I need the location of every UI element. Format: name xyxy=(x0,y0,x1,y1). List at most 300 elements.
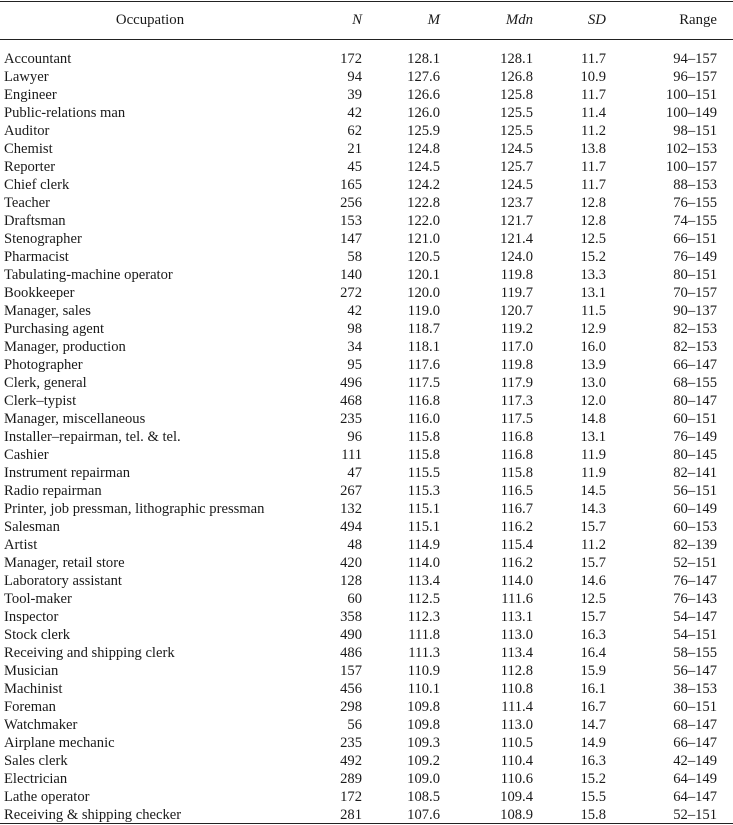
cell-sd: 13.1 xyxy=(580,429,606,445)
cell-n: 494 xyxy=(340,519,362,535)
cell-range: 82–139 xyxy=(673,537,717,553)
cell-sd: 15.5 xyxy=(580,789,606,805)
cell-n: 496 xyxy=(340,375,362,391)
cell-sd: 16.3 xyxy=(580,753,606,769)
table-row xyxy=(4,734,729,752)
cell-sd: 15.8 xyxy=(580,807,606,823)
table-body xyxy=(4,42,729,824)
table-row xyxy=(4,428,729,446)
cell-median: 119.8 xyxy=(500,357,533,373)
table-row xyxy=(4,752,729,770)
cell-mean: 114.9 xyxy=(407,537,440,553)
cell-occupation: Stenographer xyxy=(4,231,82,247)
cell-range: 76–155 xyxy=(673,195,717,211)
table-row xyxy=(4,338,729,356)
table-row xyxy=(4,626,729,644)
cell-median: 116.7 xyxy=(500,501,533,517)
table-row xyxy=(4,42,729,68)
cell-median: 116.8 xyxy=(500,447,533,463)
cell-mean: 115.8 xyxy=(407,447,440,463)
cell-occupation: Machinist xyxy=(4,681,63,697)
table-row xyxy=(4,122,729,140)
cell-sd: 14.3 xyxy=(580,501,606,517)
cell-range: 82–141 xyxy=(673,465,717,481)
cell-range: 80–145 xyxy=(673,447,717,463)
cell-sd: 11.2 xyxy=(581,123,606,139)
cell-mean: 109.3 xyxy=(407,735,440,751)
cell-occupation: Pharmacist xyxy=(4,249,69,265)
cell-occupation: Clerk–typist xyxy=(4,393,77,409)
cell-mean: 110.9 xyxy=(407,663,440,679)
cell-mean: 115.5 xyxy=(407,465,440,481)
cell-range: 64–147 xyxy=(673,789,717,805)
header-range: Range xyxy=(679,11,717,28)
table-row xyxy=(4,374,729,392)
cell-n: 147 xyxy=(340,231,362,247)
table-row xyxy=(4,68,729,86)
cell-range: 76–149 xyxy=(673,249,717,265)
header-n: N xyxy=(352,11,362,28)
cell-n: 60 xyxy=(347,591,362,607)
cell-mean: 112.5 xyxy=(407,591,440,607)
cell-n: 96 xyxy=(347,429,362,445)
cell-sd: 15.7 xyxy=(580,519,606,535)
cell-mean: 118.7 xyxy=(407,321,440,337)
cell-mean: 113.4 xyxy=(407,573,440,589)
table-row xyxy=(4,266,729,284)
cell-mean: 126.6 xyxy=(407,87,440,103)
cell-range: 52–151 xyxy=(673,555,717,571)
cell-range: 54–147 xyxy=(673,609,717,625)
cell-sd: 12.5 xyxy=(580,591,606,607)
cell-sd: 15.7 xyxy=(580,555,606,571)
table-row xyxy=(4,140,729,158)
table-row xyxy=(4,590,729,608)
cell-mean: 120.1 xyxy=(407,267,440,283)
cell-mean: 109.2 xyxy=(407,753,440,769)
cell-sd: 13.0 xyxy=(580,375,606,391)
cell-range: 66–151 xyxy=(673,231,717,247)
cell-range: 60–151 xyxy=(673,411,717,427)
cell-n: 235 xyxy=(340,735,362,751)
table-row xyxy=(4,248,729,266)
cell-mean: 122.0 xyxy=(407,213,440,229)
table-row xyxy=(4,176,729,194)
cell-sd: 13.9 xyxy=(580,357,606,373)
cell-median: 112.8 xyxy=(500,663,533,679)
cell-n: 165 xyxy=(340,177,362,193)
cell-occupation: Artist xyxy=(4,537,38,553)
cell-n: 21 xyxy=(347,141,362,157)
cell-occupation: Sales clerk xyxy=(4,753,68,769)
cell-median: 110.6 xyxy=(500,771,533,787)
cell-sd: 12.8 xyxy=(580,195,606,211)
cell-range: 56–151 xyxy=(673,483,717,499)
cell-sd: 12.9 xyxy=(580,321,606,337)
cell-n: 45 xyxy=(347,159,362,175)
cell-occupation: Purchasing agent xyxy=(4,321,105,337)
cell-range: 88–153 xyxy=(673,177,717,193)
cell-sd: 14.7 xyxy=(580,717,606,733)
cell-median: 116.2 xyxy=(500,555,533,571)
cell-n: 172 xyxy=(340,51,362,67)
cell-n: 289 xyxy=(340,771,362,787)
cell-n: 111 xyxy=(341,447,362,463)
cell-mean: 126.0 xyxy=(407,105,440,121)
cell-range: 42–149 xyxy=(673,753,717,769)
cell-mean: 115.8 xyxy=(407,429,440,445)
table-row xyxy=(4,194,729,212)
cell-sd: 16.1 xyxy=(580,681,606,697)
table-row xyxy=(4,356,729,374)
cell-median: 119.8 xyxy=(500,267,533,283)
cell-range: 82–153 xyxy=(673,321,717,337)
table-row xyxy=(4,230,729,248)
cell-sd: 11.9 xyxy=(581,465,606,481)
cell-sd: 11.9 xyxy=(581,447,606,463)
cell-sd: 16.3 xyxy=(580,627,606,643)
cell-mean: 111.3 xyxy=(408,645,440,661)
cell-occupation: Clerk, general xyxy=(4,375,87,391)
table-row xyxy=(4,410,729,428)
cell-occupation: Reporter xyxy=(4,159,56,175)
cell-occupation: Receiving and shipping clerk xyxy=(4,645,175,661)
table-row xyxy=(4,104,729,122)
cell-occupation: Foreman xyxy=(4,699,56,715)
cell-range: 76–143 xyxy=(673,591,717,607)
cell-mean: 120.0 xyxy=(407,285,440,301)
cell-median: 117.9 xyxy=(500,375,533,391)
table-row xyxy=(4,212,729,230)
cell-mean: 112.3 xyxy=(407,609,440,625)
cell-mean: 115.1 xyxy=(407,501,440,517)
cell-range: 74–155 xyxy=(673,213,717,229)
cell-occupation: Inspector xyxy=(4,609,59,625)
cell-occupation: Stock clerk xyxy=(4,627,71,643)
cell-range: 80–147 xyxy=(673,393,717,409)
cell-median: 109.4 xyxy=(500,789,533,805)
cell-n: 98 xyxy=(347,321,362,337)
header-occupation: Occupation xyxy=(115,11,185,28)
cell-sd: 15.9 xyxy=(580,663,606,679)
cell-n: 42 xyxy=(347,303,362,319)
cell-mean: 116.0 xyxy=(407,411,440,427)
cell-occupation: Tabulating-machine operator xyxy=(4,267,173,283)
cell-sd: 12.8 xyxy=(580,213,606,229)
cell-occupation: Bookkeeper xyxy=(4,285,75,301)
cell-mean: 110.1 xyxy=(407,681,440,697)
cell-range: 68–147 xyxy=(673,717,717,733)
cell-range: 58–155 xyxy=(673,645,717,661)
cell-median: 119.7 xyxy=(500,285,533,301)
cell-sd: 16.0 xyxy=(580,339,606,355)
cell-median: 116.5 xyxy=(500,483,533,499)
cell-n: 132 xyxy=(340,501,362,517)
cell-median: 125.7 xyxy=(500,159,533,175)
table-row xyxy=(4,788,729,806)
cell-occupation: Receiving & shipping checker xyxy=(4,807,182,823)
cell-n: 48 xyxy=(347,537,362,553)
cell-range: 82–153 xyxy=(673,339,717,355)
cell-mean: 125.9 xyxy=(407,123,440,139)
cell-n: 456 xyxy=(340,681,362,697)
cell-n: 157 xyxy=(340,663,362,679)
table-row xyxy=(4,608,729,626)
cell-occupation: Chief clerk xyxy=(4,177,70,193)
cell-n: 420 xyxy=(340,555,362,571)
cell-n: 34 xyxy=(347,339,362,355)
cell-n: 490 xyxy=(340,627,362,643)
cell-occupation: Laboratory assistant xyxy=(4,573,122,589)
cell-median: 111.4 xyxy=(501,699,533,715)
cell-mean: 120.5 xyxy=(407,249,440,265)
cell-n: 358 xyxy=(340,609,362,625)
header-median: Mdn xyxy=(505,11,533,28)
cell-occupation: Radio repairman xyxy=(4,483,102,499)
cell-n: 62 xyxy=(347,123,362,139)
cell-range: 90–137 xyxy=(673,303,717,319)
cell-median: 117.0 xyxy=(500,339,533,355)
cell-range: 60–151 xyxy=(673,699,717,715)
cell-sd: 11.7 xyxy=(581,51,606,67)
cell-mean: 117.5 xyxy=(407,375,440,391)
cell-n: 42 xyxy=(347,105,362,121)
cell-mean: 108.5 xyxy=(407,789,440,805)
table-row xyxy=(4,320,729,338)
table-row xyxy=(4,536,729,554)
cell-occupation: Musician xyxy=(4,663,59,679)
cell-median: 125.5 xyxy=(500,123,533,139)
cell-occupation: Chemist xyxy=(4,141,53,157)
table-row xyxy=(4,680,729,698)
cell-sd: 11.7 xyxy=(581,177,606,193)
cell-n: 468 xyxy=(340,393,362,409)
cell-mean: 109.8 xyxy=(407,699,440,715)
cell-occupation: Tool-maker xyxy=(4,591,72,607)
cell-range: 64–149 xyxy=(673,771,717,787)
cell-n: 256 xyxy=(340,195,362,211)
cell-n: 281 xyxy=(340,807,362,823)
cell-range: 94–157 xyxy=(673,51,717,67)
cell-sd: 13.1 xyxy=(580,285,606,301)
cell-n: 272 xyxy=(340,285,362,301)
table-row xyxy=(4,662,729,680)
cell-range: 76–149 xyxy=(673,429,717,445)
cell-median: 113.0 xyxy=(500,717,533,733)
table-row xyxy=(4,554,729,572)
table-row xyxy=(4,464,729,482)
cell-sd: 11.7 xyxy=(581,159,606,175)
cell-sd: 16.7 xyxy=(580,699,606,715)
cell-sd: 13.8 xyxy=(580,141,606,157)
table-row xyxy=(4,158,729,176)
cell-n: 298 xyxy=(340,699,362,715)
table-header xyxy=(4,0,729,42)
cell-mean: 121.0 xyxy=(407,231,440,247)
cell-median: 124.5 xyxy=(500,141,533,157)
cell-mean: 122.8 xyxy=(407,195,440,211)
cell-occupation: Engineer xyxy=(4,87,57,103)
cell-mean: 115.3 xyxy=(407,483,440,499)
cell-median: 124.5 xyxy=(500,177,533,193)
cell-occupation: Accountant xyxy=(4,51,72,67)
cell-sd: 15.2 xyxy=(580,249,606,265)
cell-sd: 11.2 xyxy=(581,537,606,553)
cell-median: 119.2 xyxy=(500,321,533,337)
cell-n: 39 xyxy=(347,87,362,103)
cell-median: 114.0 xyxy=(500,573,533,589)
cell-range: 66–147 xyxy=(673,357,717,373)
table-row xyxy=(4,500,729,518)
table-row xyxy=(4,644,729,662)
cell-range: 96–157 xyxy=(673,69,717,85)
cell-occupation: Public-relations man xyxy=(4,105,126,121)
table-row xyxy=(4,284,729,302)
cell-median: 121.7 xyxy=(500,213,533,229)
cell-mean: 124.5 xyxy=(407,159,440,175)
cell-range: 60–149 xyxy=(673,501,717,517)
cell-median: 126.8 xyxy=(500,69,533,85)
cell-median: 117.5 xyxy=(500,411,533,427)
cell-median: 123.7 xyxy=(500,195,533,211)
cell-mean: 124.2 xyxy=(407,177,440,193)
occupation-iq-table xyxy=(4,0,729,824)
cell-occupation: Photographer xyxy=(4,357,83,373)
table-row xyxy=(4,698,729,716)
cell-mean: 109.0 xyxy=(407,771,440,787)
cell-mean: 109.8 xyxy=(407,717,440,733)
cell-occupation: Printer, job pressman, lithographic pressman xyxy=(4,501,265,517)
cell-median: 120.7 xyxy=(500,303,533,319)
cell-sd: 11.7 xyxy=(581,87,606,103)
cell-median: 124.0 xyxy=(500,249,533,265)
cell-occupation: Teacher xyxy=(4,195,50,211)
cell-n: 58 xyxy=(347,249,362,265)
cell-sd: 15.2 xyxy=(580,771,606,787)
cell-range: 102–153 xyxy=(665,141,717,157)
cell-sd: 14.9 xyxy=(580,735,606,751)
cell-sd: 14.5 xyxy=(580,483,606,499)
cell-occupation: Airplane mechanic xyxy=(4,735,115,751)
cell-occupation: Lathe operator xyxy=(4,789,90,805)
cell-sd: 11.5 xyxy=(581,303,606,319)
cell-occupation: Watchmaker xyxy=(4,717,78,733)
cell-occupation: Manager, miscellaneous xyxy=(4,411,146,427)
cell-mean: 115.1 xyxy=(407,519,440,535)
cell-n: 128 xyxy=(340,573,362,589)
cell-sd: 12.0 xyxy=(580,393,606,409)
cell-median: 113.1 xyxy=(500,609,533,625)
cell-range: 100–157 xyxy=(665,159,717,175)
cell-mean: 111.8 xyxy=(408,627,440,643)
cell-sd: 13.3 xyxy=(580,267,606,283)
cell-sd: 10.9 xyxy=(580,69,606,85)
table-row xyxy=(4,770,729,788)
table-row xyxy=(4,518,729,536)
table-row xyxy=(4,716,729,734)
cell-sd: 12.5 xyxy=(580,231,606,247)
cell-median: 116.2 xyxy=(500,519,533,535)
cell-median: 115.8 xyxy=(500,465,533,481)
cell-sd: 16.4 xyxy=(580,645,606,661)
cell-range: 66–147 xyxy=(673,735,717,751)
cell-sd: 11.4 xyxy=(581,105,606,121)
cell-occupation: Electrician xyxy=(4,771,68,787)
cell-range: 100–151 xyxy=(665,87,717,103)
table-row xyxy=(4,806,729,824)
cell-range: 80–151 xyxy=(673,267,717,283)
cell-n: 47 xyxy=(347,465,362,481)
cell-occupation: Salesman xyxy=(4,519,60,535)
cell-occupation: Instrument repairman xyxy=(4,465,131,481)
cell-occupation: Auditor xyxy=(4,123,50,139)
cell-n: 153 xyxy=(340,213,362,229)
cell-median: 125.5 xyxy=(500,105,533,121)
cell-median: 113.0 xyxy=(500,627,533,643)
cell-n: 140 xyxy=(340,267,362,283)
cell-median: 108.9 xyxy=(500,807,533,823)
cell-median: 110.8 xyxy=(500,681,533,697)
cell-mean: 119.0 xyxy=(407,303,440,319)
cell-median: 113.4 xyxy=(500,645,533,661)
header-mean: M xyxy=(427,11,440,28)
cell-occupation: Manager, retail store xyxy=(4,555,125,571)
cell-occupation: Manager, production xyxy=(4,339,126,355)
cell-n: 486 xyxy=(340,645,362,661)
cell-n: 56 xyxy=(347,717,362,733)
cell-range: 54–151 xyxy=(673,627,717,643)
cell-sd: 14.8 xyxy=(580,411,606,427)
cell-range: 98–151 xyxy=(673,123,717,139)
cell-median: 128.1 xyxy=(500,51,533,67)
cell-range: 52–151 xyxy=(673,807,717,823)
cell-n: 94 xyxy=(347,69,362,85)
table-row xyxy=(4,572,729,590)
table-row xyxy=(4,86,729,104)
table-row xyxy=(4,446,729,464)
cell-range: 68–155 xyxy=(673,375,717,391)
table-row xyxy=(4,482,729,500)
cell-mean: 116.8 xyxy=(407,393,440,409)
cell-n: 172 xyxy=(340,789,362,805)
cell-median: 116.8 xyxy=(500,429,533,445)
cell-occupation: Draftsman xyxy=(4,213,66,229)
header-row xyxy=(4,0,729,42)
cell-mean: 127.6 xyxy=(407,69,440,85)
cell-range: 38–153 xyxy=(673,681,717,697)
cell-occupation: Manager, sales xyxy=(4,303,91,319)
cell-mean: 114.0 xyxy=(407,555,440,571)
cell-sd: 15.7 xyxy=(580,609,606,625)
cell-mean: 117.6 xyxy=(407,357,440,373)
cell-n: 267 xyxy=(340,483,362,499)
cell-median: 110.4 xyxy=(500,753,533,769)
cell-median: 121.4 xyxy=(500,231,533,247)
cell-n: 95 xyxy=(347,357,362,373)
cell-occupation: Installer–repairman, tel. & tel. xyxy=(4,429,181,445)
cell-range: 70–157 xyxy=(673,285,717,301)
cell-n: 235 xyxy=(340,411,362,427)
header-sd: SD xyxy=(587,11,606,28)
cell-range: 100–149 xyxy=(665,105,717,121)
cell-sd: 14.6 xyxy=(580,573,606,589)
cell-median: 111.6 xyxy=(501,591,533,607)
cell-range: 60–153 xyxy=(673,519,717,535)
cell-median: 125.8 xyxy=(500,87,533,103)
cell-n: 492 xyxy=(340,753,362,769)
cell-median: 117.3 xyxy=(500,393,533,409)
cell-range: 56–147 xyxy=(673,663,717,679)
